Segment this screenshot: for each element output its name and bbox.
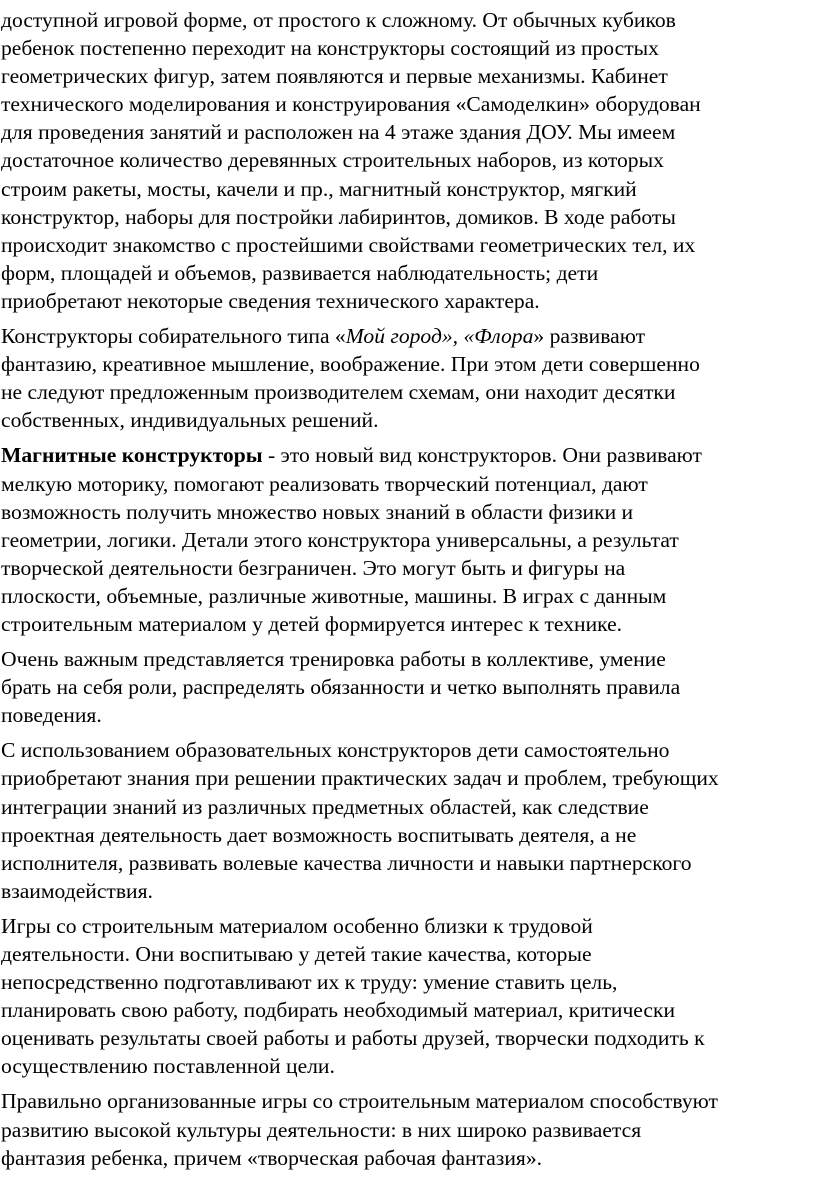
text-line: конструктор, наборы для постройки лабиринтов, домиков. В ходе работы — [1, 204, 676, 229]
text-line: творческой деятельности безграничен. Это могут быть и фигуры на — [1, 555, 626, 580]
text-run: Конструкторы собирательного типа « — [1, 324, 346, 349]
text-line: Игры со строительным материалом особенно близки к трудовой — [1, 913, 593, 938]
paragraph-educational-constructors — [1, 736, 814, 905]
text-line: собственных, индивидуальных решений. — [1, 408, 379, 433]
text-line: С использованием образовательных конструкторов дети самостоятельно — [1, 738, 670, 763]
text-line — [1, 322, 814, 350]
text-line: не следуют предложенным производителем схемам, они находит десятки — [1, 380, 676, 405]
text-line: достаточное количество деревянных строительных наборов, из которых — [1, 148, 664, 173]
text-line: поведения. — [1, 703, 102, 728]
text-line: проектная деятельность дает возможность воспитывать деятеля, а не — [1, 822, 637, 847]
paragraph-labor-activity — [1, 912, 814, 1081]
text-run: » развивают — [533, 324, 646, 349]
text-line: оценивать результаты своей работы и работы друзей, творчески подходить к — [1, 1026, 705, 1051]
text-line: строим ракеты, мосты, качели и пр., магнитный конструктор, мягкий — [1, 176, 637, 201]
text-line: Правильно организованные игры со строительным материалом способствуют — [1, 1089, 718, 1114]
text-line: ребенок постепенно переходит на конструкторы состоящий из простых — [1, 36, 659, 61]
text-line: для проведения занятий и расположен на 4 этаже здания ДОУ. Мы имеем — [1, 120, 676, 145]
text-line: осуществлению поставленной цели. — [1, 1054, 335, 1079]
text-line: мелкую моторику, помогают реализовать творческий потенциал, дают — [1, 471, 648, 496]
paragraph-teamwork — [1, 645, 814, 729]
text-line: исполнителя, развивать волевые качества личности и навыки партнерского — [1, 850, 692, 875]
text-line: строительным материалом у детей формируется интерес к технике. — [1, 611, 623, 636]
text-run: - это новый вид конструкторов. Они развивают — [262, 443, 702, 468]
text-line: развитию высокой культуры деятельности: в них широко развивается — [1, 1117, 642, 1142]
text-line: приобретают некоторые сведения технического характера. — [1, 288, 540, 313]
italic-product-names: Мой город», «Флора — [345, 324, 534, 349]
text-line: плоскости, объемные, различные животные, машины. В играх с данным — [1, 583, 667, 608]
paragraph-intro — [1, 6, 814, 315]
text-line: фантазия ребенка, причем «творческая рабочая фантазия». — [1, 1145, 543, 1170]
text-line: непосредственно подготавливают их к труду: умение ставить цель, — [1, 970, 618, 995]
paragraph-magnetic-constructors — [1, 441, 814, 638]
text-line: взаимодействия. — [1, 878, 153, 903]
text-line: планировать свою работу, подбирать необходимый материал, критически — [1, 998, 676, 1023]
text-line: возможность получить множество новых знаний в области физики и — [1, 499, 634, 524]
text-line: брать на себя роли, распределять обязанности и четко выполнять правила — [1, 675, 681, 700]
bold-term: Магнитные конструкторы — [1, 443, 263, 468]
text-line: фантазию, креативное мышление, воображение. При этом дети совершенно — [1, 352, 700, 377]
text-line: геометрических фигур, затем появляются и первые механизмы. Кабинет — [1, 64, 668, 89]
text-line — [1, 441, 814, 469]
text-line: форм, площадей и объемов, развивается наблюдательность; дети — [1, 260, 599, 285]
text-line: Очень важным представляется тренировка работы в коллективе, умение — [1, 647, 666, 672]
text-line: приобретают знания при решении практических задач и проблем, требующих — [1, 766, 719, 791]
text-line: технического моделирования и конструирования «Самоделкин» оборудован — [1, 92, 701, 117]
paragraph-culture-of-activity — [1, 1087, 814, 1171]
paragraph-constructors-collective — [1, 322, 814, 434]
text-line: происходит знакомство с простейшими свойствами геометрических тел, их — [1, 232, 696, 257]
text-line: доступной игровой форме, от простого к сложному. От обычных кубиков — [1, 8, 676, 32]
text-line: интеграции знаний из различных предметных областей, как следствие — [1, 794, 649, 819]
text-line: геометрии, логики. Детали этого конструктора универсальны, а результат — [1, 527, 679, 552]
text-line: деятельности. Они воспитываю у детей такие качества, которые — [1, 942, 592, 966]
